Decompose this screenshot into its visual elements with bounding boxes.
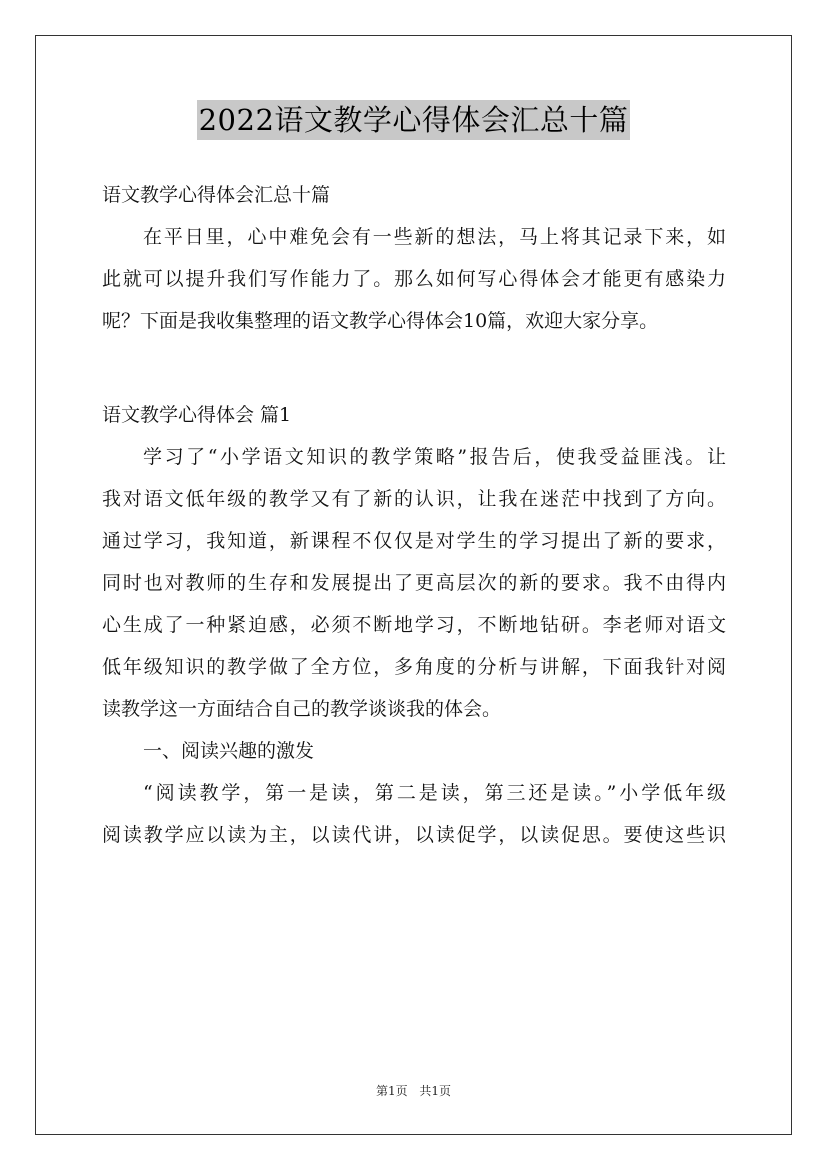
- intro-line: 在平日里，心中难免会有一些新的想法，马上将其记录下来，如: [143, 226, 726, 248]
- paragraph-line: 阅读教学应以读为主，以读代讲，以读促学，以读促思。要使这些识: [102, 824, 726, 846]
- page-number: 第1页: [375, 1084, 408, 1098]
- page-footer: [0, 1083, 827, 1099]
- document-title: 2022语文教学心得体会汇总十篇: [197, 100, 631, 140]
- document-body: [102, 174, 726, 856]
- intro-line: 此就可以提升我们写作能力了。那么如何写心得体会才能更有感染力: [102, 268, 726, 290]
- total-pages: 共1页: [419, 1084, 452, 1098]
- paragraph-gap: [102, 342, 726, 394]
- paragraph-line: 读教学这一方面结合自己的教学谈谈我的体会。: [102, 698, 502, 720]
- intro-line: 呢？下面是我收集整理的语文教学心得体会10篇，欢迎大家分享。: [102, 310, 659, 332]
- paragraph-line: 低年级知识的教学做了全方位，多角度的分析与讲解，下面我针对阅: [102, 656, 726, 678]
- paragraph-line: 学习了“小学语文知识的教学策略”报告后，使我受益匪浅。让: [143, 446, 726, 468]
- subheading: 一、阅读兴趣的激发: [143, 740, 315, 762]
- section-heading: 语文教学心得体会 篇1: [102, 404, 292, 426]
- title-container: [0, 100, 827, 140]
- paragraph-line: 心生成了一种紧迫感，必须不断地学习，不断地钻研。李老师对语文: [102, 614, 726, 636]
- paragraph-line: 通过学习，我知道，新课程不仅仅是对学生的学习提出了新的要求，: [102, 530, 726, 552]
- paragraph-line: 我对语文低年级的教学又有了新的认识，让我在迷茫中找到了方向。: [102, 488, 726, 510]
- paragraph-line: 同时也对教师的生存和发展提出了更高层次的新的要求。我不由得内: [102, 572, 726, 594]
- paragraph-line: “阅读教学，第一是读，第二是读，第三还是读。”小学低年级: [143, 782, 726, 804]
- document-subtitle: 语文教学心得体会汇总十篇: [102, 184, 331, 206]
